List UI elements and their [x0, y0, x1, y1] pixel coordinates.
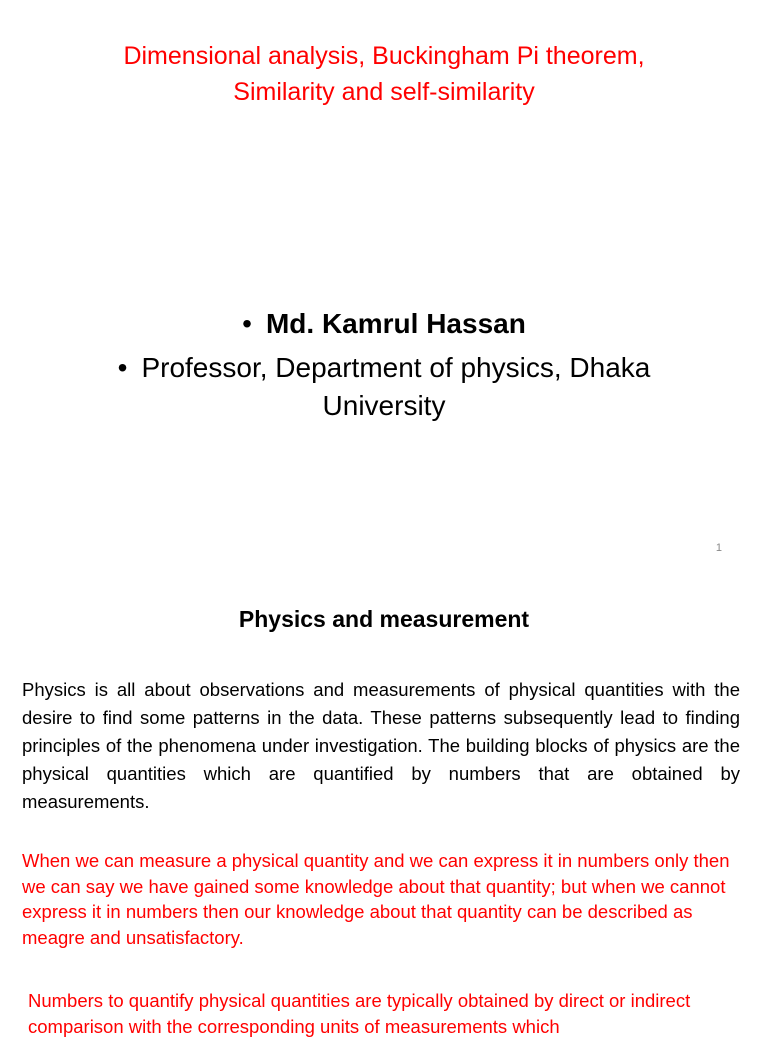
- slide-title-line-1: Dimensional analysis, Buckingham Pi theorem,: [123, 42, 645, 70]
- slide-heading: Physics and measurement: [238, 606, 530, 632]
- highlighted-paragraph-continued: Numbers to quantify physical quantities are typically obtained by direct or indirect comparison with the corresponding units of measurements which: [28, 990, 691, 1037]
- author-info-list: [60, 305, 708, 431]
- slide-title: [0, 38, 768, 110]
- author-name-item: [60, 305, 708, 343]
- author-name: Md. Kamrul Hassan: [265, 308, 526, 339]
- bullet-icon: •: [242, 308, 252, 339]
- content-slide: [0, 576, 768, 1037]
- author-affiliation: Professor, Department of physics, Dhaka University: [141, 352, 651, 421]
- body-paragraph: Physics is all about observations and measurements of physical quantities with the desire to find some patterns in the data. These patterns subsequently lead to finding principles of the phenomena under investigation. The building blocks of physics are the physical quantities which are quantified by numbers that are obtained by measurements.: [22, 679, 740, 812]
- slide-title-line-2: Similarity and self-similarity: [233, 78, 535, 106]
- author-affiliation-item: [60, 349, 708, 425]
- highlighted-paragraph: When we can measure a physical quantity and we can express it in numbers only then we can say we have gained some knowledge about that quantity; but when we cannot express it in numbers then our knowledge about that quantity can be described as meagre and unsatisfactory.: [22, 850, 730, 948]
- bullet-icon: •: [117, 352, 128, 383]
- page-number: 1: [715, 542, 722, 554]
